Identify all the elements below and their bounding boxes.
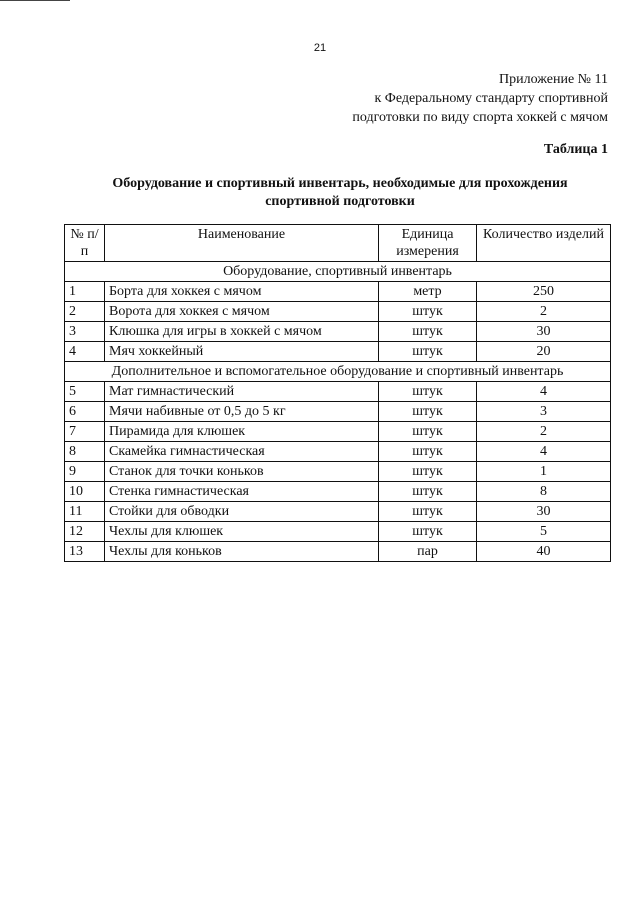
row-num: 8 xyxy=(65,442,105,462)
row-unit: метр xyxy=(379,282,477,302)
row-unit: штук xyxy=(379,462,477,482)
table-row xyxy=(65,382,611,402)
row-name: Мячи набивные от 0,5 до 5 кг xyxy=(105,402,379,422)
row-qty: 250 xyxy=(477,282,611,302)
appendix-line-1: Приложение № 11 xyxy=(499,72,608,87)
document-title-line-2: спортивной подготовки xyxy=(265,194,415,209)
row-unit: пар xyxy=(379,542,477,562)
header-name: Наименование xyxy=(105,225,379,262)
row-name: Ворота для хоккея с мячом xyxy=(105,302,379,322)
row-name: Борта для хоккея с мячом xyxy=(105,282,379,302)
section-2-title: Дополнительное и вспомогательное оборудование и спортивный инвентарь xyxy=(65,362,611,382)
row-unit: штук xyxy=(379,482,477,502)
table-row xyxy=(65,522,611,542)
row-num: 4 xyxy=(65,342,105,362)
row-unit: штук xyxy=(379,442,477,462)
table-row xyxy=(65,282,611,302)
row-qty: 40 xyxy=(477,542,611,562)
row-qty: 30 xyxy=(477,502,611,522)
row-qty: 4 xyxy=(477,382,611,402)
page-number: 21 xyxy=(313,42,327,54)
row-name: Мат гимнастический xyxy=(105,382,379,402)
row-num: 11 xyxy=(65,502,105,522)
row-name: Скамейка гимнастическая xyxy=(105,442,379,462)
table-row xyxy=(65,322,611,342)
table-row xyxy=(65,462,611,482)
row-qty: 30 xyxy=(477,322,611,342)
row-name: Станок для точки коньков xyxy=(105,462,379,482)
row-num: 7 xyxy=(65,422,105,442)
row-unit: штук xyxy=(379,522,477,542)
appendix-header xyxy=(188,70,608,127)
table-row xyxy=(65,422,611,442)
header-unit: Единица измерения xyxy=(379,225,477,262)
row-unit: штук xyxy=(379,382,477,402)
row-unit: штук xyxy=(379,502,477,522)
row-num: 3 xyxy=(65,322,105,342)
row-name: Пирамида для клюшек xyxy=(105,422,379,442)
row-unit: штук xyxy=(379,342,477,362)
appendix-line-3: подготовки по виду спорта хоккей с мячом xyxy=(352,110,608,125)
row-num: 1 xyxy=(65,282,105,302)
table-row xyxy=(65,542,611,562)
table-row xyxy=(65,482,611,502)
row-name: Стенка гимнастическая xyxy=(105,482,379,502)
row-qty: 2 xyxy=(477,422,611,442)
row-name: Чехлы для коньков xyxy=(105,542,379,562)
table-header-row xyxy=(65,225,611,262)
row-qty: 4 xyxy=(477,442,611,462)
table-row xyxy=(65,502,611,522)
row-num: 13 xyxy=(65,542,105,562)
row-unit: штук xyxy=(379,302,477,322)
appendix-line-2: к Федеральному стандарту спортивной xyxy=(374,91,608,106)
row-qty: 2 xyxy=(477,302,611,322)
row-num: 10 xyxy=(65,482,105,502)
equipment-table xyxy=(64,224,611,562)
table-row xyxy=(65,402,611,422)
row-num: 12 xyxy=(65,522,105,542)
table-row xyxy=(65,342,611,362)
document-title-line-1: Оборудование и спортивный инвентарь, необходимые для прохождения xyxy=(112,176,568,191)
row-name: Чехлы для клюшек xyxy=(105,522,379,542)
row-qty: 5 xyxy=(477,522,611,542)
header-num: № п/п xyxy=(65,225,105,262)
row-qty: 3 xyxy=(477,402,611,422)
row-num: 9 xyxy=(65,462,105,482)
row-qty: 20 xyxy=(477,342,611,362)
row-qty: 1 xyxy=(477,462,611,482)
section-row xyxy=(65,362,611,382)
row-name: Стойки для обводки xyxy=(105,502,379,522)
row-num: 2 xyxy=(65,302,105,322)
table-row xyxy=(65,442,611,462)
header-qty: Количество изделий xyxy=(477,225,611,262)
row-num: 6 xyxy=(65,402,105,422)
document-title xyxy=(40,175,640,211)
row-unit: штук xyxy=(379,422,477,442)
row-unit: штук xyxy=(379,402,477,422)
scan-edge-line xyxy=(0,0,70,1)
row-num: 5 xyxy=(65,382,105,402)
section-1-title: Оборудование, спортивный инвентарь xyxy=(65,262,611,282)
row-qty: 8 xyxy=(477,482,611,502)
section-row xyxy=(65,262,611,282)
table-label: Таблица 1 xyxy=(543,142,608,157)
table-row xyxy=(65,302,611,322)
row-name: Клюшка для игры в хоккей с мячом xyxy=(105,322,379,342)
row-unit: штук xyxy=(379,322,477,342)
row-name: Мяч хоккейный xyxy=(105,342,379,362)
